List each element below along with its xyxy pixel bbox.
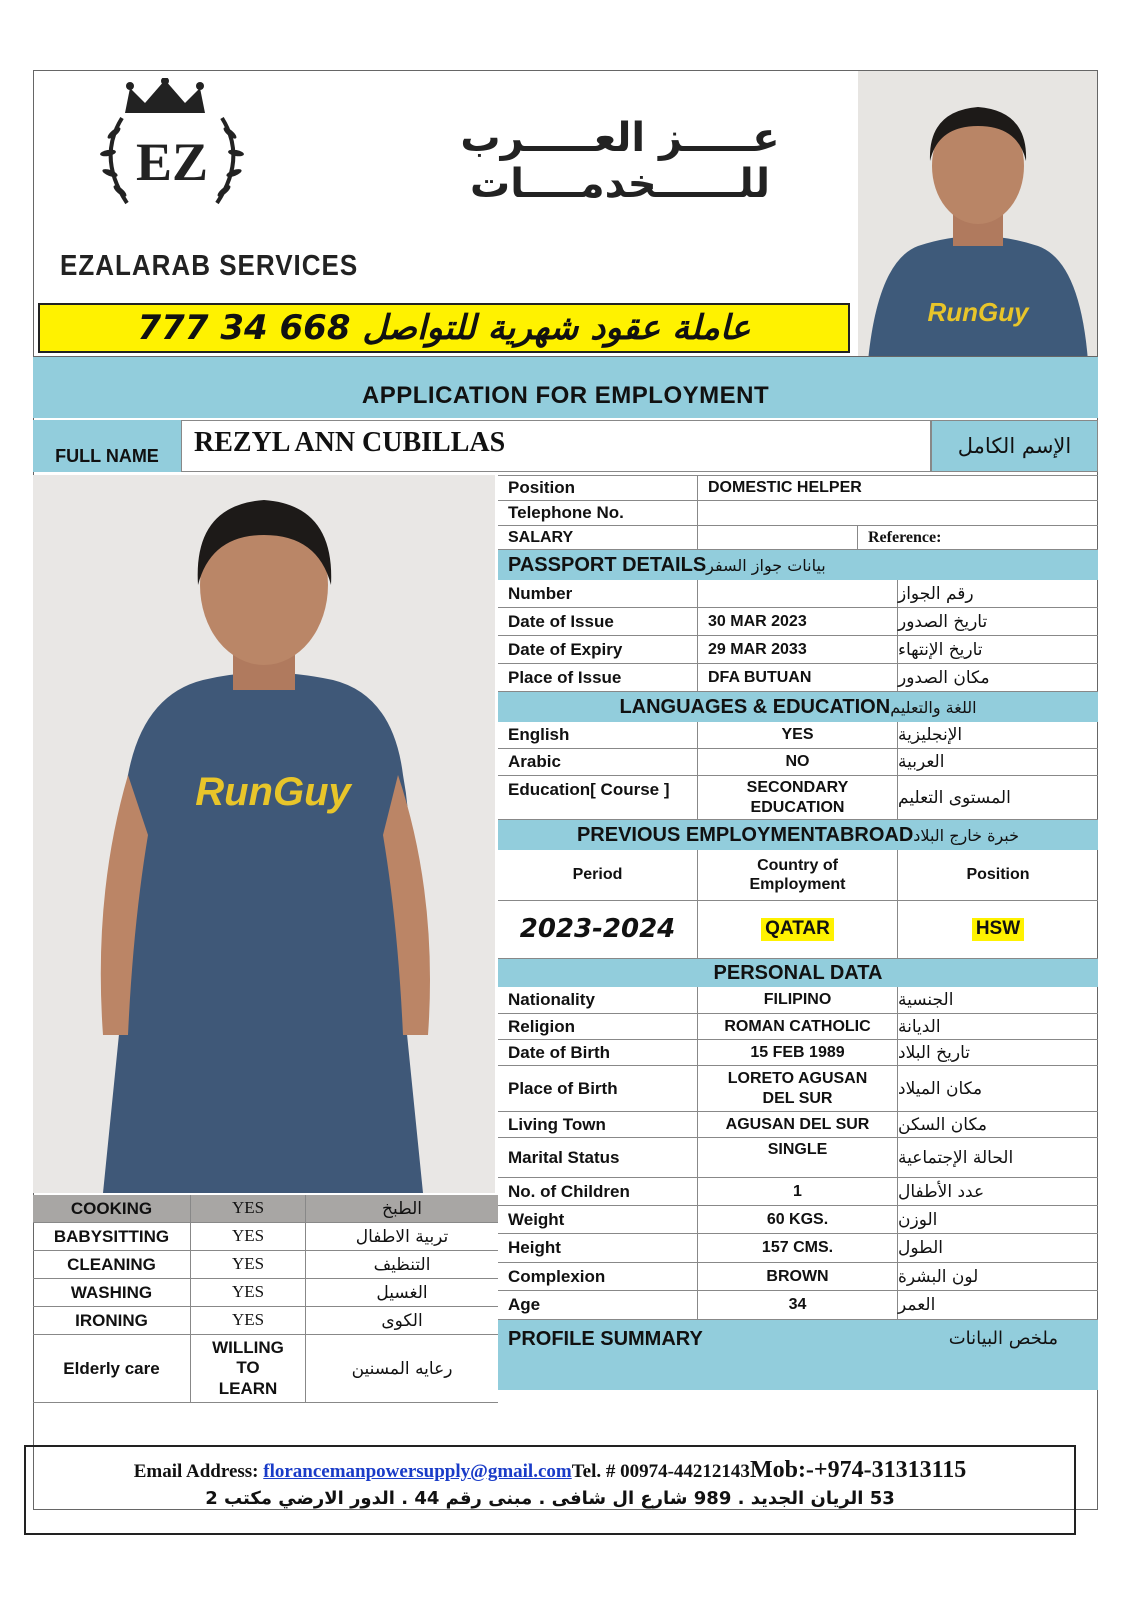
field-label: Age: [498, 1291, 698, 1319]
employment-country: QATAR: [761, 918, 834, 941]
field-label: Education[ Course ]: [498, 776, 698, 819]
field-label: Date of Birth: [498, 1040, 698, 1065]
field-label-arabic: رقم الجواز: [898, 583, 974, 604]
field-value: SINGLE: [698, 1138, 898, 1177]
skill-row: [33, 1223, 498, 1251]
skill-label: Elderly care: [33, 1335, 191, 1402]
passport-row: [498, 636, 1098, 664]
laurel-icon: [92, 108, 252, 208]
language-row: [498, 749, 1098, 776]
field-label: SALARY: [498, 526, 698, 549]
page-title: APPLICATION FOR EMPLOYMENT: [33, 356, 1098, 418]
field-value: 60 KGS.: [698, 1206, 898, 1233]
field-value: 1: [698, 1178, 898, 1205]
field-label: Date of Issue: [498, 608, 698, 635]
shirt-logo-text: RunGuy: [927, 297, 1029, 327]
skill-label: CLEANING: [33, 1251, 191, 1278]
field-value: [698, 526, 858, 549]
field-label-arabic: تاريخ البلاد: [898, 1042, 970, 1063]
field-value: NO: [698, 749, 898, 775]
field-label-arabic: مكان الميلاد: [898, 1078, 983, 1099]
column-header: Period: [498, 850, 698, 900]
field-label-arabic: الجنسية: [898, 990, 954, 1010]
field-label-arabic: الطول: [898, 1238, 943, 1258]
passport-row: [498, 664, 1098, 692]
skill-label-arabic: تربية الاطفال: [355, 1226, 449, 1247]
mobile-number: Mob:-+974-31313115: [749, 1457, 967, 1483]
section-title-arabic: خبرة خارج البلاد: [913, 825, 1020, 845]
skill-row: [33, 1279, 498, 1307]
logo-letters: EZ: [135, 132, 209, 192]
employment-row: [498, 901, 1098, 959]
section-title-arabic: ملخص البيانات: [948, 1328, 1058, 1349]
personal-row: [498, 1138, 1098, 1178]
field-value: AGUSAN DEL SUR: [698, 1112, 898, 1137]
languages-section-title: [498, 692, 1098, 722]
address-arabic: 53 الريان الجديد . 989 شارع ال شافى . مبنى رقم 44 . الدور الارضي مكتب 2: [205, 1488, 895, 1509]
field-value: DFA BUTUAN: [698, 664, 898, 691]
section-title-arabic: اللغة والتعليم: [890, 697, 977, 717]
passport-row: [498, 580, 1098, 608]
field-label: English: [498, 722, 698, 748]
employment-header-row: [498, 850, 1098, 901]
top-portrait-photo: [858, 71, 1097, 361]
footer-contact: [24, 1445, 1076, 1535]
field-value: LORETO AGUSAN DEL SUR: [698, 1066, 898, 1111]
field-value: 34: [698, 1291, 898, 1319]
field-label: Date of Expiry: [498, 636, 698, 663]
full-body-photo: [33, 475, 495, 1193]
skill-value: YES: [191, 1251, 306, 1278]
field-label: Telephone No.: [498, 501, 698, 525]
reference-label: Reference:: [868, 528, 942, 546]
field-label-arabic: لون البشرة: [898, 1266, 979, 1287]
telephone-row: [498, 501, 1098, 526]
personal-row: [498, 1234, 1098, 1263]
field-value: ROMAN CATHOLIC: [698, 1014, 898, 1039]
section-title: LANGUAGES & EDUCATION: [619, 695, 891, 718]
language-row: [498, 722, 1098, 749]
skill-label-arabic: التنظيف: [373, 1254, 431, 1275]
skill-label: BABYSITTING: [33, 1223, 191, 1250]
skill-value: YES: [191, 1195, 306, 1222]
column-header: Country of Employment: [698, 850, 898, 900]
personal-row: [498, 1263, 1098, 1291]
field-label: No. of Children: [498, 1178, 698, 1205]
field-label: Marital Status: [498, 1138, 698, 1177]
field-value: 30 MAR 2023: [698, 608, 898, 635]
brand-name-arabic: عـــــز العـــــرب للــــــخدمــــات: [460, 115, 780, 207]
passport-row: [498, 608, 1098, 636]
personal-section-title: [498, 959, 1098, 987]
field-label: Position: [498, 476, 698, 500]
field-label: Complexion: [498, 1263, 698, 1290]
personal-row: [498, 1014, 1098, 1040]
field-label: Weight: [498, 1206, 698, 1233]
field-value: FILIPINO: [698, 987, 898, 1013]
column-header: Position: [966, 866, 1030, 884]
field-label: Nationality: [498, 987, 698, 1013]
field-label: Height: [498, 1234, 698, 1262]
skill-value: YES: [191, 1279, 306, 1306]
email-link[interactable]: florancemanpowersupply@gmail.com: [263, 1461, 572, 1482]
skill-value: WILLING TO LEARN: [191, 1335, 306, 1402]
skill-label: COOKING: [33, 1195, 191, 1222]
skill-row: [33, 1251, 498, 1279]
field-label: Place of Birth: [498, 1066, 698, 1111]
full-name-row: [33, 420, 1098, 472]
employment-period: 2023-2024: [498, 901, 698, 958]
field-label-arabic: مكان السكن: [898, 1114, 987, 1135]
skill-label-arabic: الغسيل: [376, 1282, 428, 1303]
field-label-arabic: الإنجليزية: [898, 725, 963, 745]
field-value: DOMESTIC HELPER: [708, 479, 862, 497]
full-name-label: FULL NAME: [33, 420, 181, 472]
field-value: BROWN: [698, 1263, 898, 1290]
section-title: PERSONAL DATA: [713, 961, 883, 984]
section-title: PASSPORT DETAILS: [508, 553, 707, 576]
skill-label-arabic: الطبخ: [382, 1198, 422, 1219]
personal-row: [498, 1206, 1098, 1234]
field-label-arabic: الوزن: [898, 1209, 938, 1230]
education-row: [498, 776, 1098, 820]
field-label-arabic: مكان الصدور: [898, 667, 990, 688]
field-label-arabic: العربية: [898, 752, 945, 772]
personal-row: [498, 1291, 1098, 1320]
skill-value: YES: [191, 1223, 306, 1250]
field-value: 29 MAR 2033: [698, 636, 898, 663]
field-value: [698, 501, 1098, 525]
full-name-value: REZYL ANN CUBILLAS: [181, 420, 931, 472]
brand-name: EZALARAB SERVICES: [60, 248, 359, 282]
field-label-arabic: المستوى التعليم: [898, 787, 1011, 808]
field-label-arabic: تاريخ الإنتهاء: [898, 639, 983, 660]
telephone-number: Tel. # 00974-44212143: [571, 1461, 750, 1482]
shirt-logo-text-large: RunGuy: [195, 770, 351, 814]
field-value: 15 FEB 1989: [698, 1040, 898, 1065]
field-label-arabic: الديانة: [898, 1016, 941, 1037]
field-value: 157 CMS.: [698, 1234, 898, 1262]
field-label: Place of Issue: [498, 664, 698, 691]
profile-summary-section: [498, 1320, 1098, 1390]
full-name-label-arabic: الإسم الكامل: [931, 420, 1098, 472]
personal-row: [498, 1066, 1098, 1112]
field-value: [698, 580, 898, 607]
email-label: Email Address:: [133, 1461, 259, 1482]
skill-row: [33, 1195, 498, 1223]
personal-row: [498, 1178, 1098, 1206]
section-title: PREVIOUS EMPLOYMENTABROAD: [576, 823, 914, 846]
contact-banner: عاملة عقود شهرية للتواصل 668 34 777: [38, 303, 850, 353]
skill-label-arabic: رعايه المسنين: [351, 1358, 453, 1379]
personal-row: [498, 987, 1098, 1014]
field-label: Religion: [498, 1014, 698, 1039]
passport-section-title: [498, 550, 1098, 580]
personal-row: [498, 1040, 1098, 1066]
salary-row: [498, 526, 1098, 550]
field-label-arabic: تاريخ الصدور: [898, 611, 988, 632]
position-row: [498, 475, 1098, 501]
employment-position: HSW: [972, 918, 1024, 941]
field-label-arabic: العمر: [898, 1295, 936, 1315]
skill-row: [33, 1307, 498, 1335]
employment-section-title: [498, 820, 1098, 850]
field-label-arabic: عدد الأطفال: [898, 1181, 985, 1202]
skill-row: [33, 1335, 498, 1403]
skill-label: IRONING: [33, 1307, 191, 1334]
field-value: SECONDARY EDUCATION: [698, 776, 898, 819]
section-title-arabic: بيانات جواز السفر: [706, 555, 826, 575]
field-label: Arabic: [498, 749, 698, 775]
skill-label-arabic: الكوى: [381, 1310, 423, 1331]
skill-label: WASHING: [33, 1279, 191, 1306]
section-title: PROFILE SUMMARY: [508, 1328, 703, 1350]
field-value: YES: [698, 722, 898, 748]
field-label: Number: [498, 580, 698, 607]
skill-value: YES: [191, 1307, 306, 1334]
field-label-arabic: الحالة الإجتماعية: [898, 1147, 1014, 1168]
personal-row: [498, 1112, 1098, 1138]
field-label: Living Town: [498, 1112, 698, 1137]
